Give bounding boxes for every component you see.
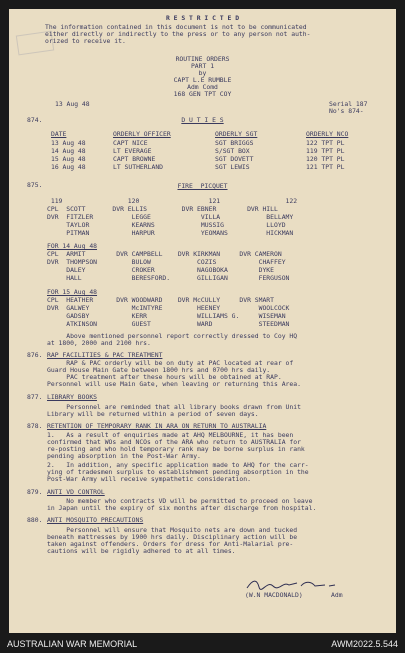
duties-col-sgt: ORDERLY SGT: [215, 130, 258, 138]
title-line-3: by: [198, 69, 207, 77]
order-numbers: No's 874-: [329, 107, 364, 115]
duty-row-2-nco: 119 TPT PL: [306, 147, 345, 155]
duty-row-2-date: 14 Aug 48: [51, 147, 86, 155]
order-date: 13 Aug 48: [55, 100, 90, 108]
picquet-g3-line-4: ATKINSON GUEST WARD STEEDMAN: [47, 320, 290, 328]
archive-name: AUSTRALIAN WAR MEMORIAL: [7, 639, 138, 649]
title-line-4: CAPT L.E RUMBLE: [173, 76, 232, 84]
duty-row-3-date: 15 Aug 48: [51, 155, 86, 163]
document-page: [9, 9, 396, 633]
picquet-heading: FIRE PICQUET: [177, 182, 228, 190]
p878-line-1: 1. As a result of enquiries made at AHQ MELBOURNE, it has been: [47, 431, 294, 439]
archive-footer: [0, 636, 405, 653]
duties-col-nco: ORDERLY NCO: [306, 130, 349, 138]
picquet-g1-line-4: TAYLOR KEARNS MUSSIG LLOYD: [47, 221, 286, 229]
para-875-number: 875.: [27, 181, 43, 189]
picquet-g1-line-2: CPL SCOTT DVR ELLIS DVR EBNER DVR HILL: [47, 205, 278, 213]
p876-line-1: RAP & PAC orderly will be on duty at PAC located at rear of: [47, 359, 294, 367]
duty-row-3-sgt: SGT DOVETT: [215, 155, 254, 163]
title-line-6: 168 GEN TPT COY: [173, 90, 232, 98]
p880-line-2: beneath mattresses by 1900 hrs daily. Disciplinary action will be: [47, 533, 298, 541]
p876-line-4: Personnel will use Main Gate, when leaving or returning this Area.: [47, 380, 301, 388]
p878-line-7: Post-War Army will receive sympathetic consideration.: [47, 475, 251, 483]
duty-row-3-officer: CAPT BROWNE: [113, 155, 156, 163]
p876-line-2: Guard House Main Gate between 1800 hrs and 0700 hrs daily.: [47, 366, 271, 374]
duty-row-2-sgt: S/SGT BOX: [215, 147, 250, 155]
picquet-g2-line-3: DALEY CROKER NAGOBOKA DYKE: [47, 266, 275, 274]
signatory-name: (W.N MACDONALD): [245, 591, 303, 599]
para-877-number: 877.: [27, 393, 43, 401]
classification: R E S T R I C T E D: [165, 14, 240, 22]
signatory-role: Adm: [331, 591, 343, 599]
p879-line-1: No member who contracts VD will be permitted to proceed on leave: [47, 497, 313, 505]
duty-row-1-sgt: SGT BRIGGS: [215, 139, 254, 147]
p877-heading: LIBRARY BOOKS: [47, 393, 98, 401]
duty-row-1-nco: 122 TPT PL: [306, 139, 345, 147]
picquet-g1-line-1: 119 120 121 122: [47, 197, 298, 205]
p877-line-2: Library will be returned within a period of seven days.: [47, 410, 259, 418]
p878-line-4: pending absorption in the Post-War Army.: [47, 452, 201, 460]
title-line-1: ROUTINE ORDERS: [175, 55, 230, 63]
duty-row-4-officer: LT SUTHERLAND: [113, 163, 164, 171]
duty-row-3-nco: 120 TPT PL: [306, 155, 345, 163]
p879-line-2: in Japan until the expiry of six months after discharge from hospital.: [47, 504, 317, 512]
picquet-g2-line-2: DVR THOMPSON BULOW COZIS CHAFFEY: [47, 258, 286, 266]
handwritten-signature: [245, 577, 337, 591]
para-876-number: 876.: [27, 351, 43, 359]
duty-row-4-date: 16 Aug 48: [51, 163, 86, 171]
archive-reference: AWM2022.5.544: [331, 639, 398, 649]
p878-line-2: confirmed that WOs and NCOs of the ARA who return to AUSTRALIA for: [47, 438, 301, 446]
picquet-g1-line-5: PITMAN HARPUR YEOMANS HICKMAN: [47, 229, 294, 237]
duty-row-4-nco: 121 TPT PL: [306, 163, 345, 171]
p878-line-6: ying of tradesmen surplus to establishment pending absorption in the: [47, 468, 309, 476]
notice-line-2: either directly or indirectly to the press or to any person not auth-: [45, 30, 311, 38]
notice-line-3: orized to receive it.: [45, 37, 126, 45]
p880-line-3: taken against offenders. Orders for dress for Anti-Malarial pre-: [47, 540, 294, 548]
p876-line-3: PAC treatment after these hours will be obtained at RAP.: [47, 373, 282, 381]
para-874-number: 874.: [27, 116, 43, 124]
notice-line-1: The information contained in this document is not to be communicated: [45, 23, 307, 31]
p880-line-1: Personnel will ensure that Mosquito nets are down and tucked: [47, 526, 298, 534]
p878-line-3: re-posting and who hold temporary rank may be borne surplus in rank: [47, 445, 305, 453]
p880-line-4: cautions will be rigidly adhered to at all times.: [47, 547, 236, 555]
picquet-g2-date: FOR 14 Aug 48: [47, 242, 98, 250]
p877-line-1: Personnel are reminded that all library books drawn from Unit: [47, 403, 301, 411]
para-879-number: 879.: [27, 488, 43, 496]
p876-heading: RAP FACILITIES & PAC TREATMENT: [47, 351, 163, 359]
picquet-g3-date: FOR 15 Aug 48: [47, 288, 98, 296]
duty-row-2-officer: LT EVERAGE: [113, 147, 152, 155]
duties-heading: D U T I E S: [181, 116, 224, 124]
duty-row-1-officer: CAPT NICE: [113, 139, 148, 147]
picquet-note-2: at 1800, 2000 and 2100 hrs.: [47, 339, 151, 347]
duties-col-officer: ORDERLY OFFICER: [113, 130, 171, 138]
para-880-number: 880.: [27, 516, 43, 524]
title-line-2: PART 1: [190, 62, 215, 70]
picquet-g2-line-1: CPL ARMIT DVR CAMPBELL DVR KIRKMAN DVR CAMERON: [47, 250, 282, 258]
picquet-g3-line-1: CPL HEATHER DVR WOODWARD DVR McCULLY DVR SMART: [47, 296, 275, 304]
picquet-g3-line-2: DVR GALWEY McINTYRE HEENEY WOOLCOCK: [47, 304, 290, 312]
serial-number: Serial 187: [329, 100, 368, 108]
picquet-g2-line-4: HALL BERESFORD. GILLIGAN FERGUSON: [47, 274, 290, 282]
picquet-note-1: Above mentioned personnel report correctly dressed to Coy HQ: [47, 332, 298, 340]
p880-heading: ANTI MOSQUITO PRECAUTIONS: [47, 516, 144, 524]
duties-col-date: DATE: [51, 130, 67, 138]
p878-heading: RETENTION OF TEMPORARY RANK IN ARA ON RETURN TO AUSTRALIA: [47, 422, 267, 430]
picquet-g3-line-3: GADSBY KERR WILLIAMS G. WISEMAN: [47, 312, 286, 320]
para-878-number: 878.: [27, 422, 43, 430]
picquet-g1-line-3: DVR FITZLER LEGGE VILLA BELLAMY: [47, 213, 294, 221]
duty-row-1-date: 13 Aug 48: [51, 139, 86, 147]
p879-heading: ANTI VD CONTROL: [47, 488, 105, 496]
duty-row-4-sgt: SGT LEWIS: [215, 163, 250, 171]
p878-line-5: 2. In addition, any specific application made to AHQ for the carr-: [47, 461, 309, 469]
title-line-5: Adm Comd: [187, 83, 218, 91]
